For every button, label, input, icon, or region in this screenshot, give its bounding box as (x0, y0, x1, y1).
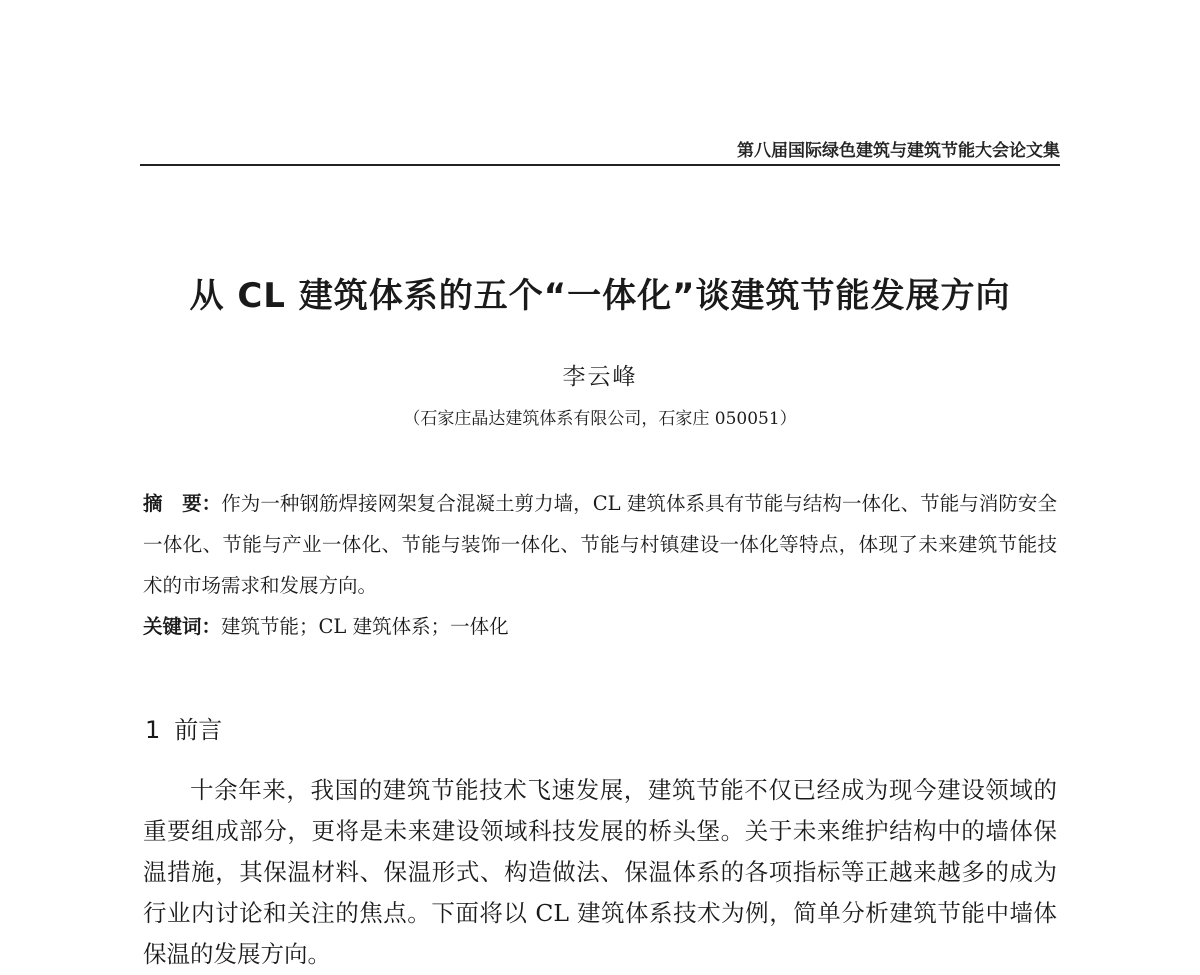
abstract-label: 摘 要： (143, 492, 222, 515)
running-header: 第八届国际绿色建筑与建筑节能大会论文集 (737, 141, 1060, 161)
section-heading (145, 710, 222, 745)
author: 李云峰 (562, 364, 638, 390)
section-number: 1 (145, 716, 161, 744)
keywords (143, 606, 1057, 647)
affiliation: （石家庄晶达建筑体系有限公司，石家庄 050051） (403, 409, 797, 429)
body-paragraph: 十余年来，我国的建筑节能技术飞速发展，建筑节能不仅已经成为现今建设领域的重要组成部分，更将是未来建设领域科技发展的桥头堡。关于未来维护结构中的墙体保温措施，其保温材料、保温形式、构造做法、保温体系的各项指标等正越来越多的成为行业内讨论和关注的焦点。下面将以 CL 建筑体系技术为例，简单分析建筑节能中墙体保温的发展方向。 (143, 776, 1057, 968)
abstract-text: 作为一种钢筋焊接网架复合混凝土剪力墙，CL 建筑体系具有节能与结构一体化、节能与消防安全一体化、节能与产业一体化、节能与装饰一体化、节能与村镇建设一体化等特点，体现了未来建筑节能技术的市场需求和发展方向。 (143, 492, 1057, 597)
keywords-text: 建筑节能；CL 建筑体系；一体化 (221, 615, 509, 638)
section-title: 前言 (174, 716, 223, 744)
header-rule (140, 164, 1060, 166)
keywords-label: 关键词： (143, 615, 222, 638)
abstract (143, 483, 1057, 606)
paper-title: 从 CL 建筑体系的五个“一体化”谈建筑节能发展方向 (189, 276, 1011, 316)
